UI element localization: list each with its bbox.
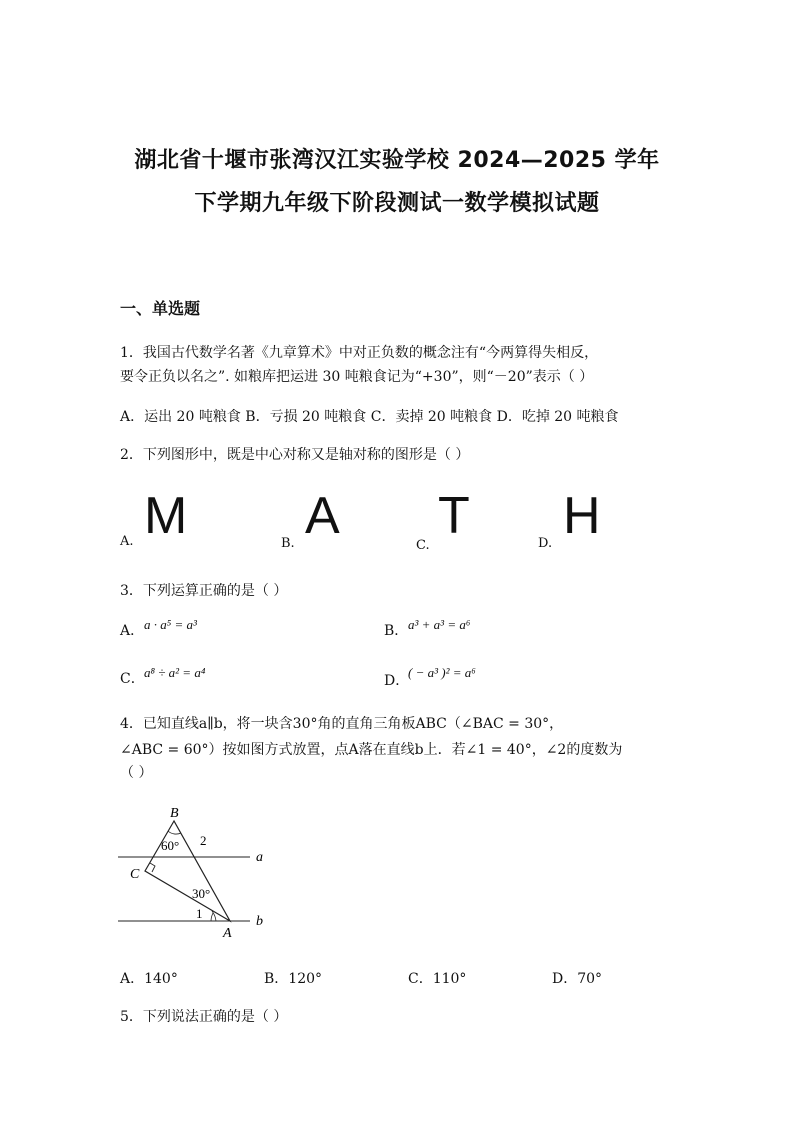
q2-option-d-label: D. xyxy=(538,536,553,551)
q3-option-d-label: D． xyxy=(384,673,410,689)
q2-option-c-letter: T xyxy=(438,487,470,545)
q3-option-a-label: A． xyxy=(120,623,145,639)
label-B: B xyxy=(170,806,179,821)
q1-stem-line2: 要令正负以名之”. 如粮库把运进 30 吨粮食记为“+30”，则“－20”表示（ ） xyxy=(120,369,594,385)
q4-stem-line3: （ ） xyxy=(120,765,153,781)
q3-option-c-expr: a⁸ ÷ a² = a⁴ xyxy=(144,665,206,680)
q2-option-a-label: A. xyxy=(120,534,134,549)
section-heading: 一、单选题 xyxy=(120,299,201,318)
q2-option-d-letter: H xyxy=(563,487,601,545)
q5-stem: 5．下列说法正确的是（ ） xyxy=(120,1009,288,1025)
q4-option-a: A．140° xyxy=(120,971,178,987)
q4-triangle-figure xyxy=(110,800,280,945)
q2-option-b-label: B. xyxy=(281,536,295,551)
q2-option-b-letter: A xyxy=(305,487,340,545)
q1-stem-line1: 1．我国古代数学名著《九章算术》中对正负数的概念注有“今两算得失相反， xyxy=(120,345,599,361)
q4-option-b: B．120° xyxy=(264,971,323,987)
label-line-a: a xyxy=(256,850,263,865)
q3-option-c-label: C． xyxy=(120,671,145,687)
label-C: C xyxy=(130,867,140,882)
q2-option-a-letter: M xyxy=(144,487,188,545)
triangle-abc xyxy=(145,821,230,921)
q4-stem-line1: 4．已知直线a∥b，将一块含30°角的直角三角板ABC（∠BAC = 30°， xyxy=(120,716,564,732)
q1-options: A．运出 20 吨粮食 B．亏损 20 吨粮食 C．卖掉 20 吨粮食 D．吃掉 20 吨粮食 xyxy=(120,409,619,425)
q2-option-c-label: C. xyxy=(416,538,430,553)
exam-title-line2: 下学期九年级下阶段测试一数学模拟试题 xyxy=(194,191,600,216)
q3-option-b-expr: a³ + a³ = a⁶ xyxy=(408,617,471,632)
label-A: A xyxy=(223,926,232,941)
q3-option-a-expr: a · a⁵ = a³ xyxy=(144,617,197,632)
q3-option-d-expr: ( − a³ )² = a⁶ xyxy=(408,665,476,680)
q3-option-b-label: B． xyxy=(384,623,409,639)
q2-stem: 2．下列图形中，既是中心对称又是轴对称的图形是（ ） xyxy=(120,447,470,463)
label-angle-2: 2 xyxy=(200,833,207,848)
q3-stem: 3．下列运算正确的是（ ） xyxy=(120,583,288,599)
angle-1-arc xyxy=(211,913,213,921)
angle-60-arc xyxy=(168,831,181,834)
label-angle-1: 1 xyxy=(196,906,203,921)
label-angle-60: 60° xyxy=(161,838,180,853)
q4-stem-line2: ∠ABC = 60°）按如图方式放置，点A落在直线b上．若∠1 = 40°，∠2的度数为 xyxy=(120,742,623,758)
q4-option-d: D．70° xyxy=(552,971,603,987)
label-angle-30: 30° xyxy=(192,886,211,901)
right-angle-mark xyxy=(150,863,155,872)
exam-title-line1: 湖北省十堰市张湾汉江实验学校 2024—2025 学年 xyxy=(134,148,660,173)
q4-option-c: C．110° xyxy=(408,971,467,987)
label-line-b: b xyxy=(256,914,263,929)
